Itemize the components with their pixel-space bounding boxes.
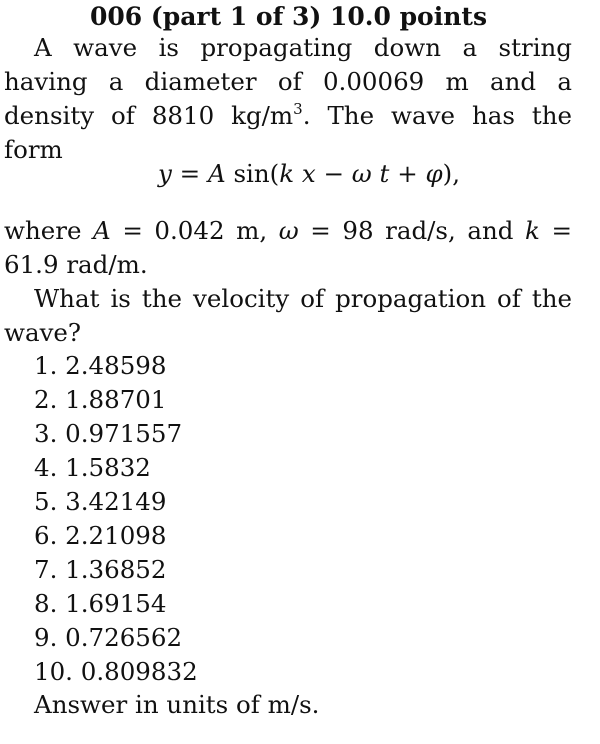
given-A: A [93,216,111,245]
eq-y: y [158,159,172,188]
choice-8[interactable]: 8. 1.69154 [34,589,167,618]
statement-text-end: . The wave has the form [4,101,572,164]
given-k: k [525,216,540,245]
given-values [4,214,572,282]
eq-t: t [371,159,390,188]
given-end: = 61.9 rad/m. [4,216,572,279]
eq-amplitude: A [207,159,226,188]
choice-7[interactable]: 7. 1.36852 [34,555,167,584]
choice-4[interactable]: 4. 1.5832 [34,453,151,482]
eq-x: x [294,159,316,188]
problem-header: 006 (part 1 of 3) 10.0 points [90,2,488,31]
cube-exponent: 3 [293,100,303,118]
eq-minus: − [315,159,352,188]
answer-choices [34,349,198,689]
eq-omega: ω [351,159,372,188]
eq-close: ), [442,159,461,188]
question [4,282,572,350]
choice-1[interactable]: 1. 2.48598 [34,351,167,380]
choice-6[interactable]: 6. 2.21098 [34,521,167,550]
question-text: What is the velocity of propagation of the wave? [4,284,572,347]
wave-equation [158,157,460,191]
choice-9[interactable]: 9. 0.726562 [34,623,183,652]
eq-phi: φ [425,159,443,188]
answer-units: Answer in units of m/s. [34,690,320,719]
problem-statement [4,31,572,167]
choice-3[interactable]: 3. 0.971557 [34,419,183,448]
choice-10[interactable]: 10. 0.809832 [34,657,198,686]
given-pre: where [4,216,94,245]
eq-sin: sin( [225,159,280,188]
choice-5[interactable]: 5. 3.42149 [34,487,167,516]
given-omega: ω [278,216,299,245]
eq-plus: + [389,159,426,188]
eq-equals: = [171,159,208,188]
statement-text: A wave is propagating down a string having a diameter of 0.00069 m and a density of 8810 kg/m [4,33,572,130]
eq-k: k [279,159,295,188]
choice-2[interactable]: 2. 1.88701 [34,385,167,414]
given-mid1: = 0.042 m, [110,216,279,245]
given-mid2: = 98 rad/s, and [298,216,526,245]
